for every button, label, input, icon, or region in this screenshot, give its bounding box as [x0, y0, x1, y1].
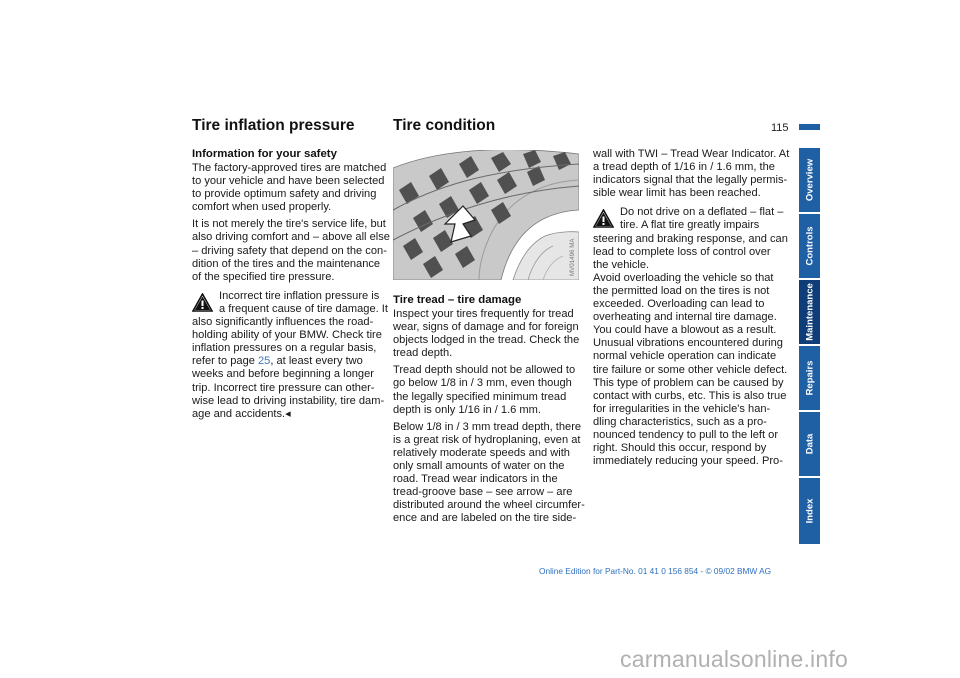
column-right [593, 148, 793, 468]
text-line: a frequent cause of tire damage. It [219, 302, 388, 315]
watermark: carmanualsonline.info [620, 646, 848, 672]
text-line: – driving safety that depend on the con- [192, 244, 387, 257]
text-line: to provide optimum safety and driving [192, 188, 377, 201]
tab-controls[interactable] [799, 214, 820, 278]
text-line: inflation pressures on a regular basis, [192, 342, 377, 355]
text-line: is a great risk of hydroplaning, even at [393, 433, 581, 446]
figure-code: MV01496 MA [569, 238, 576, 276]
text-line: Incorrect tire inflation pressure is [219, 289, 380, 302]
text-line: to your vehicle and have been selected [192, 175, 385, 188]
text-line: indicators signal that the legally permis- [593, 174, 788, 187]
page-link-25[interactable]: 25 [258, 355, 271, 368]
text-line: road. Tread wear indicators in the [393, 473, 558, 486]
text-line: Tread depth should not be allowed to [393, 364, 576, 377]
safety-warning-first-lines [192, 290, 387, 316]
text-line: immediately reducing your speed. Pro- [593, 455, 783, 468]
tab-label: Repairs [804, 360, 815, 396]
flat-warning-body [593, 233, 793, 469]
page-marker [799, 124, 820, 130]
text-line: wise lead to driving instability, tire dam- [192, 394, 385, 407]
text-line: wall with TWI – Tread Wear Indicator. At [593, 148, 790, 160]
text-line: the vehicle. [593, 258, 650, 271]
text-line: for irregularities in the vehicle's han- [593, 402, 771, 415]
text-line: overheating and internal tire damage. [593, 311, 777, 324]
tab-data[interactable] [799, 412, 820, 476]
safety-paragraph-2 [192, 218, 390, 283]
tab-label: Controls [804, 226, 815, 266]
text-line: depth is only 1/16 in / 1.6 mm. [393, 403, 541, 416]
page-number: 115 [771, 122, 789, 134]
flat-tire-warning [593, 206, 793, 468]
safety-warning-tail [192, 368, 387, 420]
text-line: also significantly influences the road- [192, 316, 374, 329]
text-line: steering and braking response, and can [593, 232, 788, 245]
text-line: This type of problem can be caused by [593, 376, 784, 389]
text-line: comfort when used properly. [192, 201, 332, 214]
text-line: relatively moderate speeds and with [393, 446, 570, 459]
text-line: sible wear limit has been reached. [593, 187, 761, 200]
tab-label: Data [804, 433, 815, 455]
footer-edition: Online Edition for Part-No. 01 41 0 156 854 - © 09/02 BMW AG [539, 566, 772, 576]
text-line: Do not drive on a deflated – flat – [620, 206, 784, 219]
text-line: only small amounts of water on the [393, 460, 565, 473]
tab-label: Index [804, 498, 815, 524]
text-line: Inspect your tires frequently for tread [393, 308, 574, 320]
text-line: tire failure or some other vehicle defect. [593, 363, 788, 376]
warning-icon [593, 209, 614, 228]
text-line: age and accidents.◂ [192, 407, 291, 420]
section-title-tire-condition: Tire condition [393, 117, 496, 134]
tab-maintenance[interactable] [799, 280, 820, 344]
tab-repairs[interactable] [799, 346, 820, 410]
text-line: exceeded. Overloading can lead to [593, 298, 765, 311]
section-title-tire-inflation: Tire inflation pressure [192, 117, 355, 134]
text-line: weeks and before beginning a longer [192, 368, 374, 381]
text-line: a tread depth of 1/16 in / 1.6 mm, the [593, 161, 775, 174]
safety-subtitle: Information for your safety [192, 148, 337, 160]
text-line: normal vehicle operation can indicate [593, 350, 777, 363]
text-line: the legally specified minimum tread [393, 390, 567, 403]
text-line: Avoid overloading the vehicle so that [593, 271, 774, 284]
text-line: holding ability of your BMW. Check tire [192, 329, 382, 342]
column-left [192, 148, 390, 421]
twi-paragraph [593, 148, 793, 200]
text-line: objects lodged in the tread. Check the [393, 334, 580, 347]
tread-paragraph-2 [393, 364, 588, 416]
text-line: go below 1/8 in / 3 mm, even though [393, 377, 572, 390]
text-line: right. Should this occur, respond by [593, 442, 767, 455]
tire-tread-figure [393, 150, 579, 280]
tread-paragraph-3 [393, 421, 588, 526]
text-line: distributed around the wheel circumfer- [393, 499, 585, 512]
tire-illustration [393, 150, 579, 280]
text-line: Unusual vibrations encountered during [593, 337, 783, 350]
text-line: also driving comfort and – above all else [192, 231, 390, 244]
safety-warning-body [192, 316, 387, 355]
text-line: dition of the tires and the maintenance [192, 257, 381, 270]
text-line: lead to complete loss of control over [593, 245, 771, 258]
text-line: The factory-approved tires are matched [192, 162, 387, 174]
tab-overview[interactable] [799, 148, 820, 212]
text-line: the permitted load on the tires is not [593, 284, 770, 297]
safety-warning [192, 290, 387, 421]
tab-label: Maintenance [804, 283, 815, 341]
text-line: of the specified tire pressure. [192, 270, 335, 283]
column-middle [393, 294, 588, 526]
text-line: Below 1/8 in / 3 mm tread depth, there [393, 420, 582, 433]
tab-label: Overview [804, 158, 815, 202]
text-line: dling characteristics, such as a pro- [593, 415, 767, 428]
safety-paragraph-1 [192, 162, 387, 214]
tab-index[interactable] [799, 478, 820, 544]
text-line: tread depth. [393, 347, 453, 360]
text-line: nounced tendency to pull to the left or [593, 428, 779, 441]
tread-paragraph-1 [393, 308, 588, 360]
text-line: contact with curbs, etc. This is also true [593, 389, 787, 402]
refer-suffix: , at least every two [270, 355, 363, 368]
tread-subtitle: Tire tread – tire damage [393, 294, 522, 306]
text-line: ence and are labeled on the tire side- [393, 512, 577, 525]
refer-line [192, 355, 387, 368]
text-line: trip. Incorrect tire pressure can other- [192, 381, 375, 394]
text-line: wear, signs of damage and for foreign [393, 321, 579, 334]
text-line: tire. A flat tire greatly impairs [620, 219, 760, 232]
warning-icon [192, 293, 213, 312]
refer-prefix: refer to page [192, 355, 258, 368]
text-line: tread-groove base – see arrow – are [393, 486, 573, 499]
text-line: You could have a blowout as a result. [593, 324, 777, 337]
flat-warning-first-lines [593, 206, 793, 232]
text-line: It is not merely the tire's service life, but [192, 218, 386, 231]
